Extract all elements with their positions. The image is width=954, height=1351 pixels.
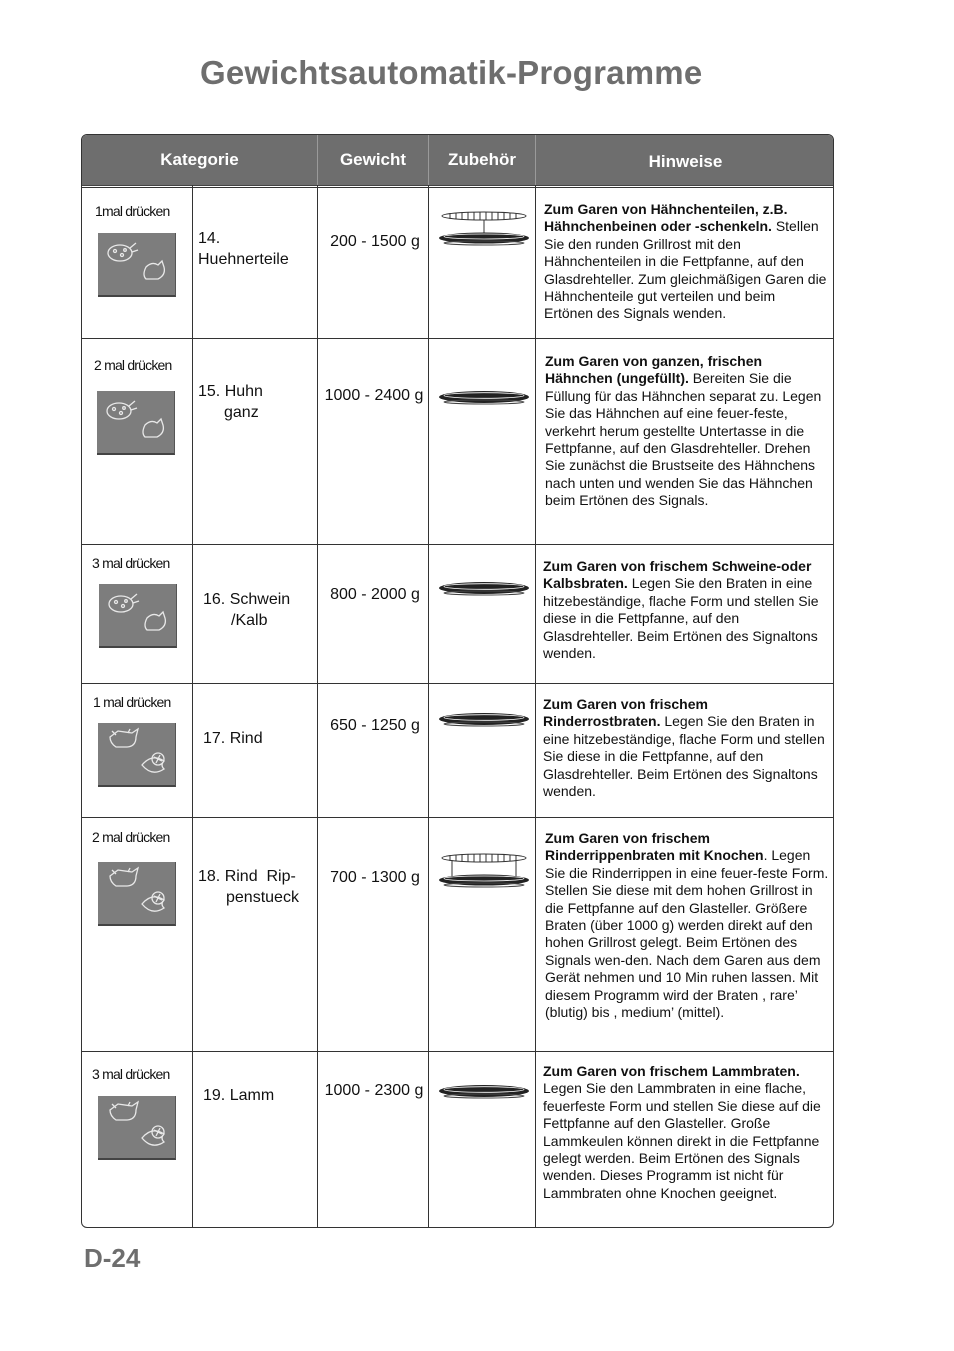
category-number: 15. Huhn [198,383,263,400]
hint-bold: Zum Garen von Hähnchenteilen, z.B. Hähnchenbeinen oder -schenkeln. [544,201,788,235]
weight-program-table [81,134,834,1228]
press-count: 2 mal drücken [92,829,170,845]
category-label [198,866,310,908]
press-count: 3 mal drücken [92,1066,170,1082]
table-header [82,135,833,185]
header-zubehoer: Zubehör [428,135,535,185]
category-label [198,381,263,423]
turntable-icon [438,578,530,605]
weight-range: 1000 - 2400 g [324,387,424,404]
hint-body: Legen Sie den Lammbraten in eine flache, feuerfeste Form und stellen Sie diese auf die Fettpfanne auf den Glasteller. Große Lammkeulen können direkt in die Fettpfanne gelegt werden. Beim Ertönen des Signals wenden. Dieses Programm ist nicht für Lammbraten ohne Knochen geeignet. [543,1080,821,1201]
hint-text [544,201,828,323]
hint-body: Legen Sie den Braten in eine hitzebeständige, flache Form und stellen Sie diese in die Fettpfanne, auf den Glasdrehteller. Beim Ertönen des Signaltons wenden. [543,713,825,800]
hint-bold: Zum Garen von frischem Schweine-oder Kalbsbraten. [543,558,812,592]
press-count: 1 mal drücken [93,694,171,710]
round-grill-rack-on-turntable-icon [438,210,530,255]
hint-text [543,558,827,662]
hint-bold: Zum Garen von frischem Rinderrostbraten. [543,696,708,730]
category-label [203,589,290,631]
round-grill-rack-on-turntable-icon [438,852,530,897]
hint-bold: Zum Garen von frischem Lammbraten. [543,1063,800,1079]
table-row [82,544,833,683]
page-title: Gewichtsautomatik-Programme [200,54,703,91]
turntable-icon [438,387,530,414]
category-number: 19. Lamm [203,1087,275,1104]
category-number: 14. [198,230,221,247]
table-row [82,683,833,817]
category-name: ganz [224,404,259,421]
category-label [198,228,289,270]
turntable-icon [438,709,530,736]
hint-body: Stellen Sie den runden Grillrost mit den Hähnchenteilen in die Fettpfanne, auf den Glasdrehteller. Zum gleichmäßigen Garen die Hähnchenteile gut verteilen und beim Ertönen des Signals wenden. [544,218,827,322]
category-name: penstueck [226,889,299,906]
table-row [82,187,833,338]
poultry-meat-icon [99,584,177,648]
table-row [82,338,833,544]
hint-bold: Zum Garen von ganzen, frischen Hähnchen (ungefüllt). [545,353,763,387]
meat-fish-icon [98,1096,176,1160]
category-name: Huehnerteile [198,251,289,268]
hint-text [545,830,829,1021]
header-kategorie: Kategorie [160,150,239,169]
category-number: 17. Rind [203,730,263,747]
hint-text [543,1063,827,1202]
hint-body: . Legen Sie die Rinderrippen in eine feuer-feste Form. Stellen Sie diese mit dem hohen Grillrost in die Fettpfanne auf den Glasteller. Größere Braten (über 1000 g) werden direkt auf den hohen Grillrost gelegt. Beim Ertönen des Signals wen-den. Nach dem Garen aus dem Gerät nehmen und 10 Min ruhen lassen. Mit diesem Programm wird der Braten , rare’ (blutig) bis , medium’ (mittel). [545,847,829,1021]
category-label [203,728,263,749]
hint-body: Legen Sie den Braten in eine hitzebeständige, flache Form und stellen Sie diese in die Fettpfanne, auf den Glasdrehteller. Beim Ertönen des Signaltons wenden. [543,575,819,662]
category-label [203,1085,274,1106]
meat-fish-icon [98,723,176,787]
header-divider [82,185,833,186]
category-name: /Kalb [231,612,268,629]
weight-range: 650 - 1250 g [330,717,420,734]
poultry-meat-icon [97,391,175,455]
category-number: 18. Rind Rip- [198,868,296,885]
table-row [82,1051,833,1228]
weight-range: 1000 - 2300 g [324,1082,424,1099]
press-count: 3 mal drücken [92,555,170,571]
hint-text [543,696,827,800]
turntable-icon [438,1081,530,1108]
meat-fish-icon [98,862,176,926]
weight-range: 800 - 2000 g [330,586,420,603]
hint-bold: Zum Garen von frischem Rinderrippenbraten mit Knochen [545,830,764,864]
table-row [82,817,833,1051]
poultry-meat-icon [98,233,176,297]
page-number: D-24 [84,1243,141,1273]
weight-range: 200 - 1500 g [330,233,420,250]
hint-body: Bereiten Sie die Füllung für das Hähnchen separat zu. Legen Sie das Hähnchen auf eine feuer-feste, verkehrt herum gestellte Untertasse in die Fettpfanne, auf den Glasdrehteller. Drehen Sie zunächst die Brustseite des Hähnchens nach unten und wenden Sie das Hähnchen beim Ertönen des Signals. [545,370,822,509]
weight-range: 700 - 1300 g [330,869,420,886]
press-count: 2 mal drücken [94,357,172,373]
hint-text [545,353,829,510]
press-count: 1mal drücken [95,203,170,219]
header-hinweise: Hinweise [535,135,834,185]
header-gewicht: Gewicht [317,135,428,185]
category-number: 16. Schwein [203,591,291,608]
